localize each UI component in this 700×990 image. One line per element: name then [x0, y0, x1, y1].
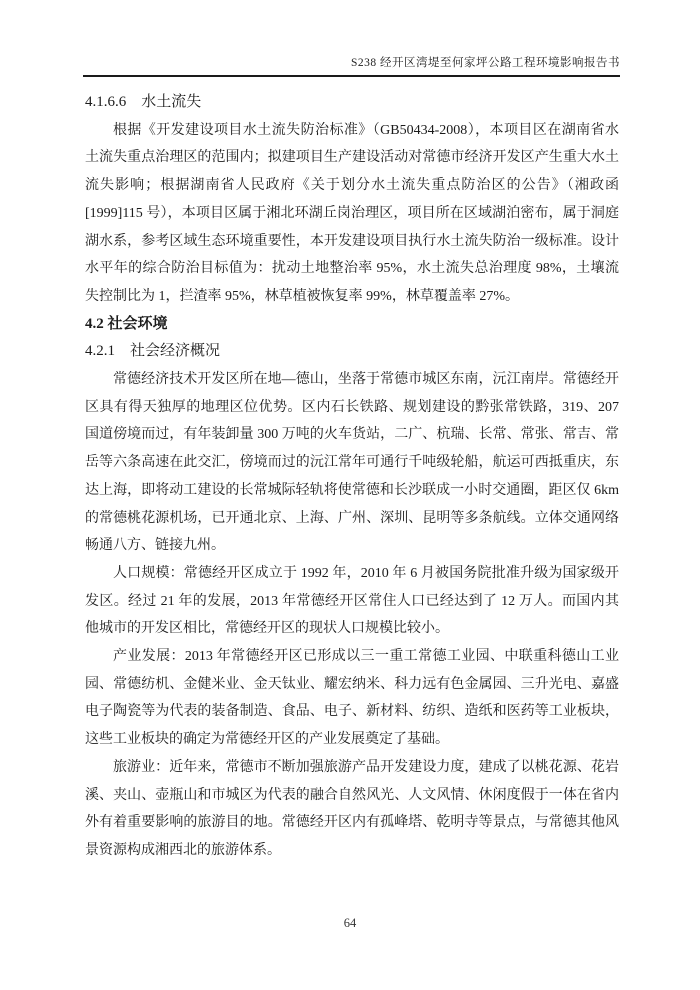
report-title: S238 经开区湾堤至何家坪公路工程环境影响报告书	[350, 57, 620, 69]
heading-4-2-1-socioeconomic-overview: 4.2.1 社会经济概况	[85, 343, 221, 360]
heading-4-1-6-6-soil-erosion: 4.1.6.6 水土流失	[85, 94, 202, 110]
paragraph-location-transport: 常德经济技术开发区所在地—德山，坐落于常德市城区东南，沅江南岸。常德经开区具有得天独厚的地理区位优势。区内石长铁路、规划建设的黔张常铁路，319、207 国道傍境而过，有年装卸量 300 万吨的火车货站，二广、杭瑞、长常、常张、常吉、常岳等六条高速在此交汇，傍境而过的沅江常年可通行千吨级轮船，航运可西抵重庆，东达上海，即将动工建设的长常城际轻轨将使常德和长沙联成一小时交通圈，距区仅 6km 的常德桃花源机场，已开通北京、上海、广州、深圳、昆明等多条航线。立体交通网络畅通八方、链接九州。	[85, 372, 619, 554]
running-header	[83, 54, 620, 77]
paragraph-tourism: 旅游业：近年来，常德市不断加强旅游产品开发建设力度，建成了以桃花源、花岩溪、夹山、壶瓶山和市城区为代表的融合自然风光、人文风情、休闲度假于一体在省内外有着重要影响的旅游目的地。常德经开区内有孤峰塔、乾明寺等景点，与常德其他风景资源构成湘西北的旅游体系。	[85, 759, 619, 858]
paragraph-industry: 产业发展：2013 年常德经开区已形成以三一重工常德工业园、中联重科德山工业园、常德纺机、金健米业、金天钛业、耀宏纳米、科力远有色金属园、三升光电、嘉盛电子陶瓷等为代表的装备制造、食品、电子、新材料、纺织、造纸和医药等工业板块，这些工业板块的确定为常德经开区的产业发展奠定了基础。	[85, 649, 619, 748]
page-content	[85, 89, 619, 865]
heading-4-2-social-environment: 4.2 社会环境	[85, 315, 168, 332]
paragraph-population: 人口规模：常德经开区成立于 1992 年，2010 年 6 月被国务院批准升级为国家级开发区。经过 21 年的发展，2013 年常德经开区常住人口已经达到了 12 万人。而国内其他城市的开发区相比，常德经开区的现状人口规模比较小。	[85, 565, 619, 637]
page-number: 64	[343, 916, 357, 930]
footer	[0, 916, 700, 931]
paragraph-soil-erosion: 根据《开发建设项目水土流失防治标准》（GB50434-2008），本项目区在湖南省水土流失重点治理区的范围内；拟建项目生产建设活动对常德市经济开发区产生重大水土流失影响；根据湖南省人民政府《关于划分水土流失重点防治区的公告》（湘政函[1999]115 号），本项目区属于湘北环湖丘岗治理区，项目所在区域湖泊密布，属于洞庭湖水系，参考区域生态环境重要性，本开发建设项目执行水土流失防治一级标准。设计水平年的综合防治目标值为：扰动土地整治率 95%，水土流失总治理度 98%，土壤流失控制比为 1，拦渣率 95%，林草植被恢复率 99%，林草覆盖率 27%。	[85, 122, 619, 304]
